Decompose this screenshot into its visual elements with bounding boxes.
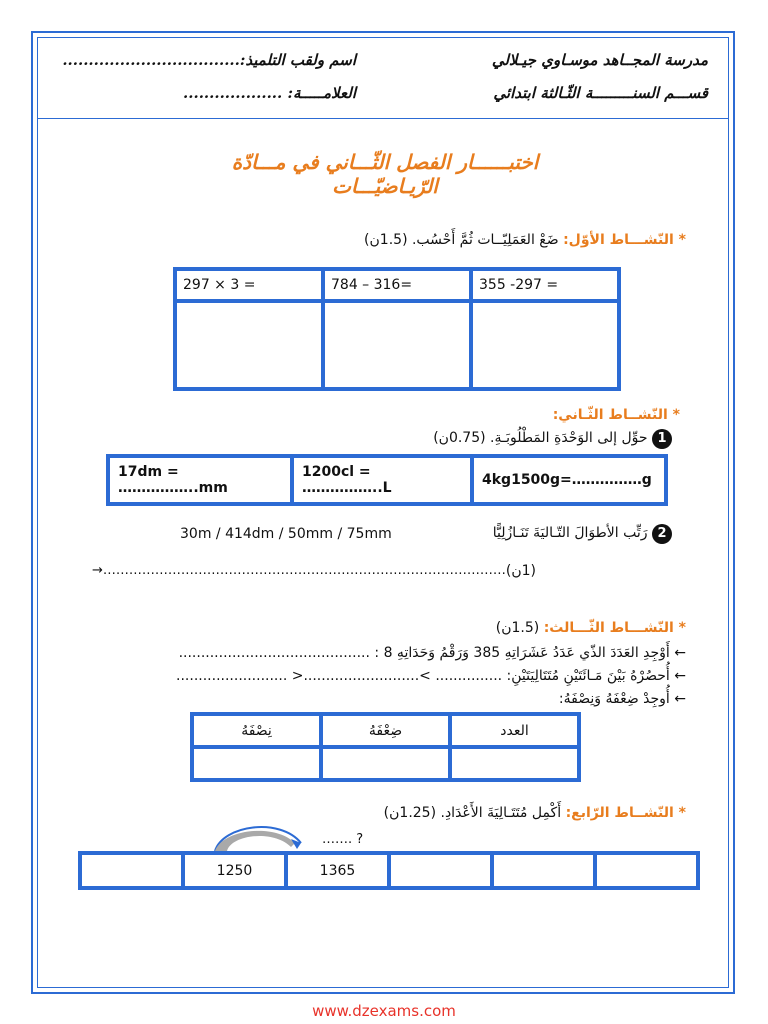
activity2-label: * النّشــاط الثّـاني:	[552, 407, 680, 423]
student-name-field[interactable]: اسم ولقب التلميذ:..................................	[62, 51, 356, 69]
order-answer-line[interactable]: →…………………………………………………………………………………	[92, 563, 506, 578]
operations-table	[173, 267, 621, 391]
half-answer-cell[interactable]	[192, 747, 321, 780]
operation-1: 297 × 3 =	[175, 269, 323, 301]
sequence-cell-1[interactable]	[80, 853, 183, 888]
footer-link[interactable]: www.dzexams.com	[312, 1002, 456, 1020]
sequence-cell-5[interactable]	[492, 853, 595, 888]
conversion-2[interactable]: 1200cl = ……………..L	[292, 456, 472, 504]
activity1-instruction: ضَعْ العَمَلِيّــات ثُمَّ أَحْسُب. (1.5ن)	[364, 232, 559, 248]
class-level: قســـم السنـــــــــة الثّـالثة ابتدائي	[493, 84, 708, 102]
number-answer-cell[interactable]	[450, 747, 579, 780]
activity3-line2: ← أُحصُرْهُ بَيْنَ مَـائَتَيْنِ مُتَتَالِيَتَيْنِ: ............... >..........................< .........................	[176, 668, 686, 684]
curved-arrow-icon	[205, 815, 315, 855]
exam-title: اختبــــــار الفصل الثّـــاني في مـــادّة الرّيـاضيّـــات	[231, 150, 539, 198]
operation-2: 784 – 316=	[323, 269, 471, 301]
activity2-q1	[433, 429, 672, 449]
col-header-number: العدد	[450, 714, 579, 747]
activity2-q2	[493, 524, 672, 544]
col-header-half: نِصْفَهُ	[192, 714, 321, 747]
conversion-1[interactable]: 17dm = ……………..mm	[108, 456, 292, 504]
activity1-heading	[364, 232, 686, 248]
school-name: مدرسة المجــاهد موسـاوي جيـلالي	[491, 51, 708, 69]
col-header-double: ضِعْفَهُ	[321, 714, 450, 747]
activity3-heading	[496, 620, 686, 636]
sequence-hint: ……. ?	[322, 832, 364, 847]
answer-cell-1[interactable]	[175, 301, 323, 389]
number-badge-2: 2	[652, 524, 672, 544]
activity1-label: * النّشـــاط الأوّل:	[563, 232, 686, 248]
sequence-table	[78, 851, 700, 890]
q1-text: حوِّل إلى الوَحْدَةِ المَطْلُوبَـةِ. (0.75ن)	[433, 430, 648, 446]
answer-cell-2[interactable]	[323, 301, 471, 389]
activity4-instruction: أَكْمِل مُتَتَـالِيَةَ الأَعْدَادِ. (1.25ن)	[383, 805, 562, 821]
number-badge-1: 1	[652, 429, 672, 449]
activity3-line3: ← أُوجِدْ ضِعْفَهُ وَنِصْفَهُ:	[558, 691, 686, 707]
grade-field[interactable]: العلامـــــة: ...................	[183, 84, 356, 102]
double-half-table	[190, 712, 581, 782]
activity3-points: (1.5ن)	[495, 620, 540, 636]
conversion-3[interactable]: 4kg1500g=……………g	[472, 456, 666, 504]
q2-points: (1ن)	[505, 563, 536, 579]
sequence-cell-6[interactable]	[595, 853, 698, 888]
sequence-cell-2: 1250	[183, 853, 286, 888]
header-separator	[37, 118, 729, 119]
lengths-list: 30m / 414dm / 50mm / 75mm	[180, 526, 392, 542]
conversion-table	[106, 454, 668, 506]
activity3-line1: ← أَوْجِدِ العَدَدَ الذّي عَدَدُ عَشَرَاتِهِ 385 وَرَقْمُ وَحَدَاتِهِ 8 : ...........................................	[178, 645, 686, 661]
sequence-cell-3: 1365	[286, 853, 389, 888]
answer-cell-3[interactable]	[471, 301, 619, 389]
activity3-label: * النّشـــاط الثّـــالث:	[543, 620, 686, 636]
double-answer-cell[interactable]	[321, 747, 450, 780]
q2-text: رَتِّب الأطوَالَ التّـاليَةَ تَنَـازُلِيًّا	[492, 525, 648, 541]
activity4-label: * النّشــاط الرّابع:	[565, 805, 686, 821]
activity4-heading	[384, 805, 686, 821]
operation-3: 355 -297 =	[471, 269, 619, 301]
sequence-cell-4[interactable]	[389, 853, 492, 888]
